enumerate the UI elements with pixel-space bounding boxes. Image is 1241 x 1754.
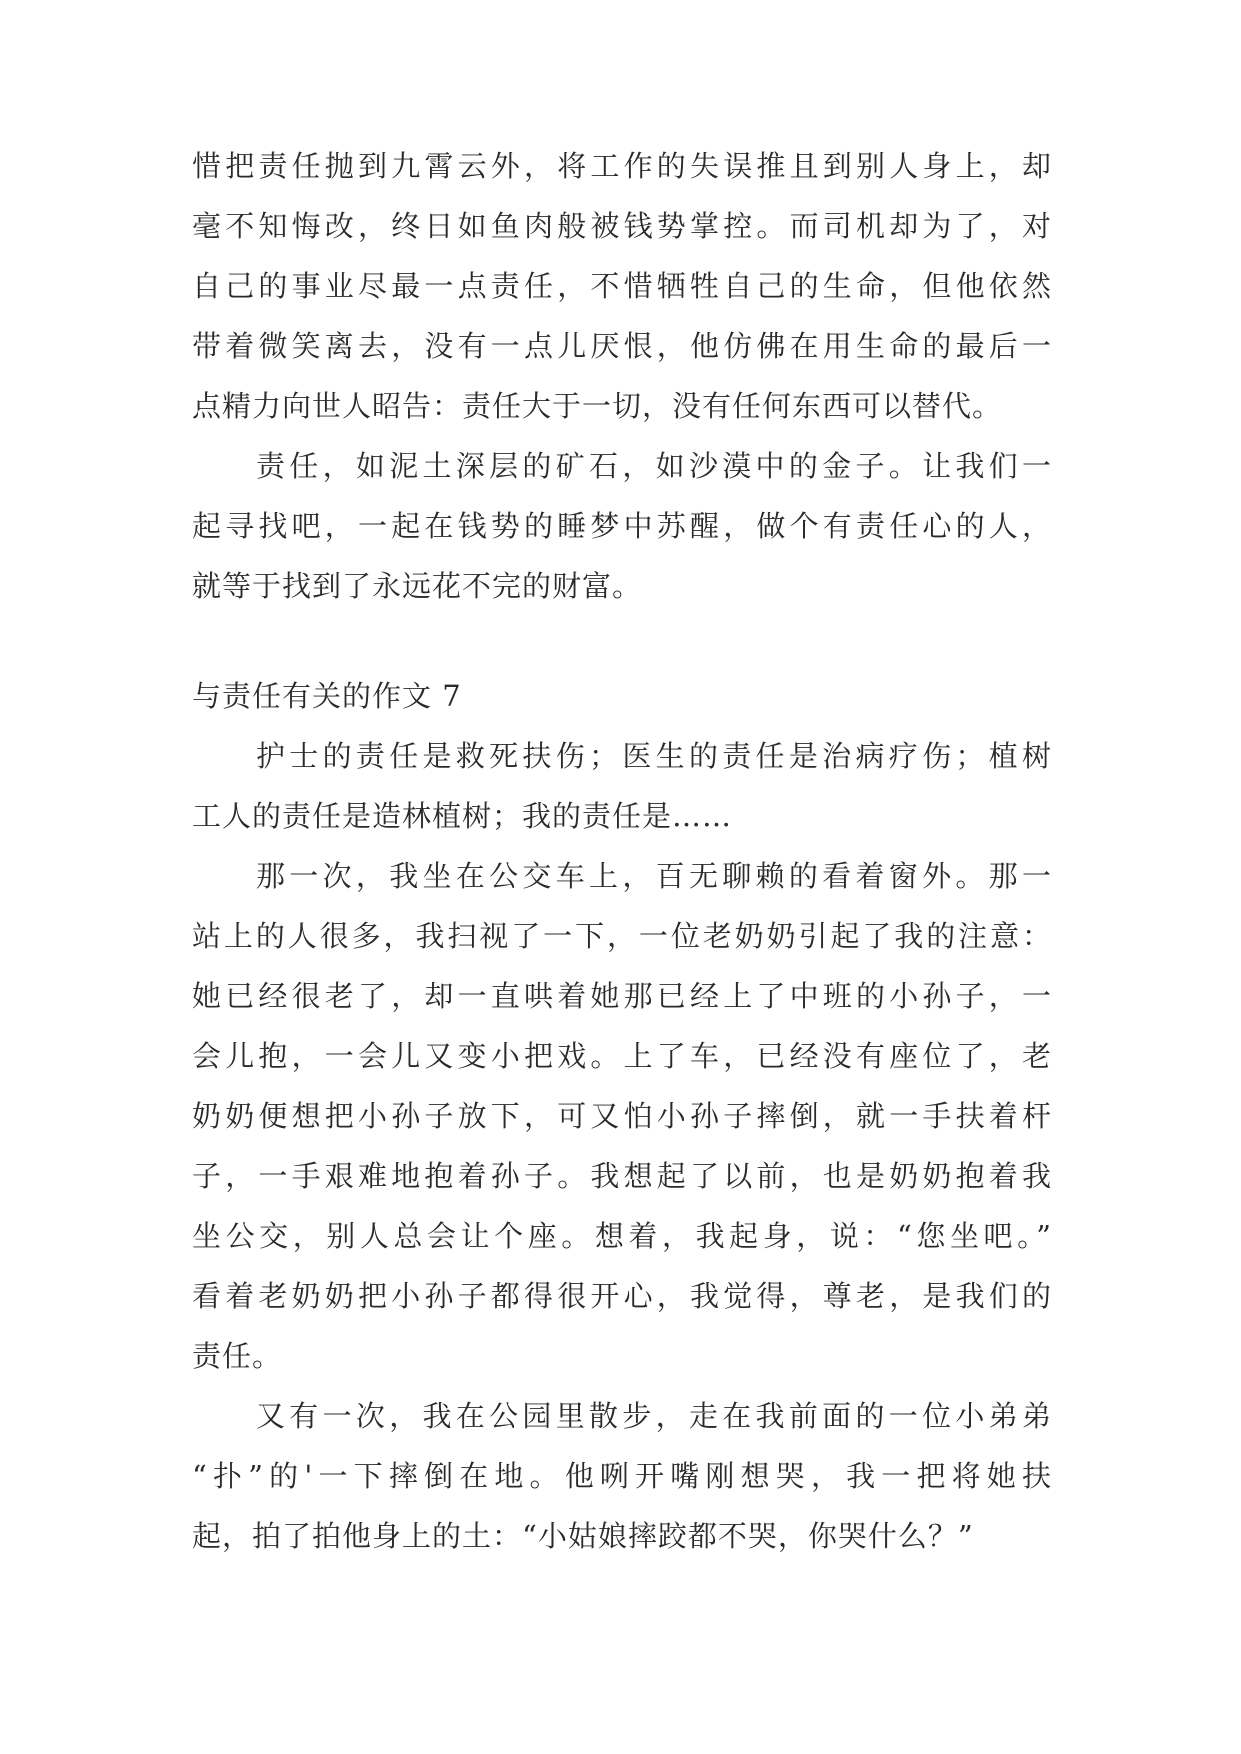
text-line: 起，拍了拍他身上的土：“小姑娘摔跤都不哭，你哭什么？”: [192, 1519, 974, 1553]
text-line: 那一次，我坐在公交车上，百无聊赖的看着窗外。那一: [256, 859, 1052, 893]
text-line: 自己的事业尽最一点责任，不惜牺牲自己的生命，但他依然: [192, 269, 1052, 303]
text-line: 会儿抱，一会儿又变小把戏。上了车，已经没有座位了，老: [192, 1039, 1052, 1073]
text-line: 护士的责任是救死扶伤；医生的责任是治病疗伤；植树: [256, 739, 1052, 773]
text-line: 就等于找到了永远花不完的财富。: [192, 569, 643, 603]
text-line: 工人的责任是造林植树；我的责任是……: [192, 799, 733, 833]
paragraph-continuation: [192, 136, 1052, 436]
text-line: 带着微笑离去，没有一点儿厌恨，他仿佛在用生命的最后一: [192, 329, 1052, 363]
paragraph-3: [192, 1386, 1052, 1566]
text-line: 责任，如泥土深层的矿石，如沙漠中的金子。让我们一: [256, 449, 1052, 483]
text-line: 惜把责任抛到九霄云外，将工作的失误推且到别人身上，却: [192, 149, 1052, 183]
paragraph-2: [192, 846, 1052, 1386]
text-line: 她已经很老了，却一直哄着她那已经上了中班的小孙子，一: [192, 979, 1052, 1013]
text-line: 奶奶便想把小孙子放下，可又怕小孙子摔倒，就一手扶着杆: [192, 1099, 1052, 1133]
text-line: 起寻找吧，一起在钱势的睡梦中苏醒，做个有责任心的人，: [192, 509, 1052, 543]
text-line: 点精力向世人昭告：责任大于一切，没有任何东西可以替代。: [192, 389, 1003, 423]
paragraph-1: [192, 726, 1052, 846]
text-line: 又有一次，我在公园里散步，走在我前面的一位小弟弟: [256, 1399, 1052, 1433]
section-heading: 与责任有关的作文 7: [192, 679, 462, 713]
text-line: 站上的人很多，我扫视了一下，一位老奶奶引起了我的注意：: [192, 919, 1052, 953]
text-line: 责任。: [192, 1339, 283, 1373]
paragraph-closing: [192, 436, 1052, 616]
text-line: 毫不知悔改，终日如鱼肉般被钱势掌控。而司机却为了，对: [192, 209, 1052, 243]
text-line: 坐公交，别人总会让个座。想着，我起身，说：“您坐吧。”: [192, 1219, 1052, 1253]
text-line: 子，一手艰难地抱着孙子。我想起了以前，也是奶奶抱着我: [192, 1159, 1052, 1193]
text-line: “扑”的'一下摔倒在地。他咧开嘴刚想哭，我一把将她扶: [192, 1459, 1052, 1493]
text-line: 看着老奶奶把小孙子都得很开心，我觉得，尊老，是我们的: [192, 1279, 1052, 1313]
